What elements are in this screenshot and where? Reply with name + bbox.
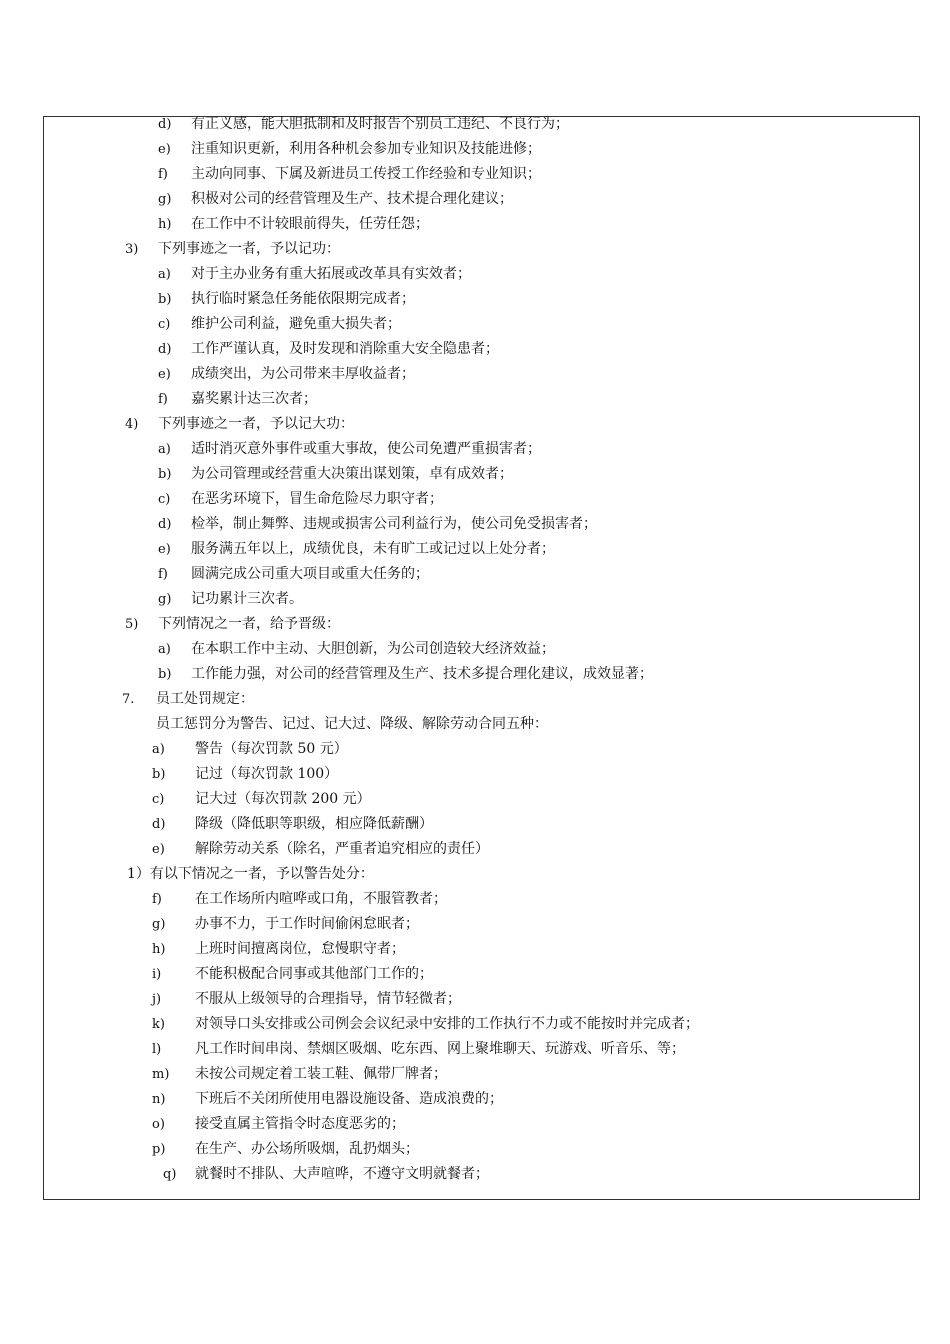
item-text: 工作严谨认真，及时发现和消除重大安全隐患者； (191, 341, 499, 357)
item-text: 解除劳动关系（除名，严重者追究相应的责任） (195, 841, 489, 857)
item-marker: f) (152, 892, 162, 907)
item-marker: e) (152, 842, 165, 857)
item-text: 服务满五年以上，成绩优良，未有旷工或记过以上处分者； (191, 541, 555, 557)
item-text: 嘉奖累计达三次者； (191, 391, 317, 407)
list-item (0, 312, 950, 337)
item-text: 记大过（每次罚款 200 元） (195, 791, 371, 807)
list-item (0, 987, 950, 1012)
section-number: 7. (122, 692, 135, 707)
section-number: 5) (125, 617, 139, 632)
item-text: 对领导口头安排或公司例会会议纪录中安排的工作执行不力或不能按时并完成者； (195, 1016, 699, 1032)
item-marker: e) (158, 542, 171, 557)
item-text: 下班后不关闭所使用电器设施设备、造成浪费的； (195, 1091, 503, 1107)
list-item (0, 1137, 950, 1162)
list-item (0, 537, 950, 562)
item-marker: e) (158, 367, 171, 382)
item-text: 在工作场所内喧哗或口角，不服管教者； (195, 891, 447, 907)
list-item (0, 1087, 950, 1112)
list-item (0, 487, 950, 512)
list-item (0, 362, 950, 387)
section-title: 下列事迹之一者，予以记功： (158, 241, 340, 257)
list-item (0, 562, 950, 587)
list-item (0, 787, 950, 812)
list-item (0, 1037, 950, 1062)
section-heading (0, 412, 950, 437)
item-marker: f) (158, 567, 168, 582)
list-item (0, 1012, 950, 1037)
item-text: 圆满完成公司重大项目或重大任务的； (191, 566, 429, 582)
item-marker: p) (152, 1142, 166, 1157)
list-item (0, 337, 950, 362)
list-item (0, 187, 950, 212)
item-text: 检举，制止舞弊、违规或损害公司利益行为，使公司免受损害者； (191, 516, 597, 532)
item-text: 适时消灭意外事件或重大事故，使公司免遭严重损害者； (191, 441, 541, 457)
item-marker: a) (152, 742, 165, 757)
item-text: 警告（每次罚款 50 元） (195, 741, 348, 757)
list-item (0, 937, 950, 962)
list-item (0, 812, 950, 837)
item-marker: a) (158, 267, 171, 282)
section-title: 1）有以下情况之一者，予以警告处分： (127, 866, 374, 882)
item-text: 办事不力，于工作时间偷闲怠眠者； (195, 916, 419, 932)
list-item (0, 587, 950, 612)
item-marker: h) (158, 217, 172, 232)
section-title: 下列情况之一者，给予晋级： (158, 616, 340, 632)
item-marker: n) (152, 1092, 166, 1107)
item-marker: f) (158, 392, 168, 407)
item-text: 记过（每次罚款 100） (195, 766, 339, 782)
item-marker: m) (152, 1067, 170, 1082)
list-item (0, 1112, 950, 1137)
list-item (0, 912, 950, 937)
section-title: 下列事迹之一者，予以记大功： (158, 416, 354, 432)
item-marker: d) (158, 117, 172, 132)
list-item (0, 962, 950, 987)
section-title: 员工处罚规定： (156, 691, 254, 707)
item-marker: f) (158, 167, 168, 182)
item-marker: c) (158, 492, 171, 507)
list-item (0, 112, 950, 137)
item-marker: g) (158, 592, 172, 607)
item-text: 未按公司规定着工装工鞋、佩带厂牌者； (195, 1066, 447, 1082)
item-marker: g) (158, 192, 172, 207)
section-number: 4) (125, 417, 139, 432)
item-text: 有正义感，能大胆抵制和及时报告个别员工违纪、不良行为； (191, 116, 569, 132)
item-marker: h) (152, 942, 166, 957)
list-item (0, 887, 950, 912)
item-text: 在本职工作中主动、大胆创新，为公司创造较大经济效益； (191, 641, 555, 657)
item-text: 为公司管理或经营重大决策出谋划策，卓有成效者； (191, 466, 513, 482)
item-text: 在生产、办公场所吸烟，乱扔烟头； (195, 1141, 419, 1157)
item-text: 不服从上级领导的合理指导，情节轻微者； (195, 991, 461, 1007)
item-marker: b) (158, 292, 172, 307)
item-marker: c) (152, 792, 165, 807)
item-text: 不能积极配合同事或其他部门工作的； (195, 966, 433, 982)
item-marker: c) (158, 317, 171, 332)
item-text: 在工作中不计较眼前得失，任劳任怨； (191, 216, 429, 232)
list-item (0, 387, 950, 412)
item-marker: q) (163, 1167, 177, 1182)
section-heading (0, 237, 950, 262)
item-marker: l) (152, 1042, 162, 1057)
item-text: 维护公司利益，避免重大损失者； (191, 316, 401, 332)
item-marker: o) (152, 1117, 165, 1132)
section-heading (0, 612, 950, 637)
item-text: 成绩突出，为公司带来丰厚收益者； (191, 366, 415, 382)
list-item (0, 437, 950, 462)
item-text: 工作能力强，对公司的经营管理及生产、技术多提合理化建议，成效显著； (191, 666, 653, 682)
item-marker: d) (158, 342, 172, 357)
list-item (0, 212, 950, 237)
item-marker: a) (158, 642, 171, 657)
item-text: 凡工作时间串岗、禁烟区吸烟、吃东西、网上聚堆聊天、玩游戏、听音乐、等； (195, 1041, 685, 1057)
item-text: 积极对公司的经营管理及生产、技术提合理化建议； (191, 191, 513, 207)
item-text: 降级（降低职等职级，相应降低薪酬） (195, 816, 433, 832)
item-marker: e) (158, 142, 171, 157)
list-item (0, 837, 950, 862)
list-item (0, 137, 950, 162)
paragraph (0, 712, 950, 737)
item-text: 记功累计三次者。 (191, 591, 303, 607)
item-text: 执行临时紧急任务能依限期完成者； (191, 291, 415, 307)
list-item (0, 637, 950, 662)
item-text: 注重知识更新，利用各种机会参加专业知识及技能进修； (191, 141, 541, 157)
item-marker: d) (152, 817, 166, 832)
item-text: 主动向同事、下属及新进员工传授工作经验和专业知识； (191, 166, 541, 182)
list-item (0, 762, 950, 787)
item-marker: a) (158, 442, 171, 457)
item-marker: g) (152, 917, 166, 932)
item-text: 在恶劣环境下，冒生命危险尽力职守者； (191, 491, 443, 507)
item-text: 上班时间擅离岗位，怠慢职守者； (195, 941, 405, 957)
paragraph-text: 员工惩罚分为警告、记过、记大过、降级、解除劳动合同五种： (156, 716, 548, 732)
list-item (0, 262, 950, 287)
section-number: 3) (125, 242, 139, 257)
list-item (0, 1062, 950, 1087)
item-text: 就餐时不排队、大声喧哗，不遵守文明就餐者； (195, 1166, 489, 1182)
item-marker: d) (158, 517, 172, 532)
section-heading (0, 687, 950, 712)
item-marker: j) (152, 992, 162, 1007)
list-item (0, 512, 950, 537)
item-marker: k) (152, 1017, 165, 1032)
list-item (0, 287, 950, 312)
item-marker: i) (152, 967, 162, 982)
list-item (0, 162, 950, 187)
list-item (0, 662, 950, 687)
item-marker: b) (158, 467, 172, 482)
item-marker: b) (152, 767, 166, 782)
list-item (0, 462, 950, 487)
list-item (0, 1162, 950, 1187)
item-text: 对于主办业务有重大拓展或改革具有实效者； (191, 266, 471, 282)
item-text: 接受直属主管指令时态度恶劣的； (195, 1116, 405, 1132)
list-item (0, 737, 950, 762)
item-marker: b) (158, 667, 172, 682)
section-heading (0, 862, 950, 887)
